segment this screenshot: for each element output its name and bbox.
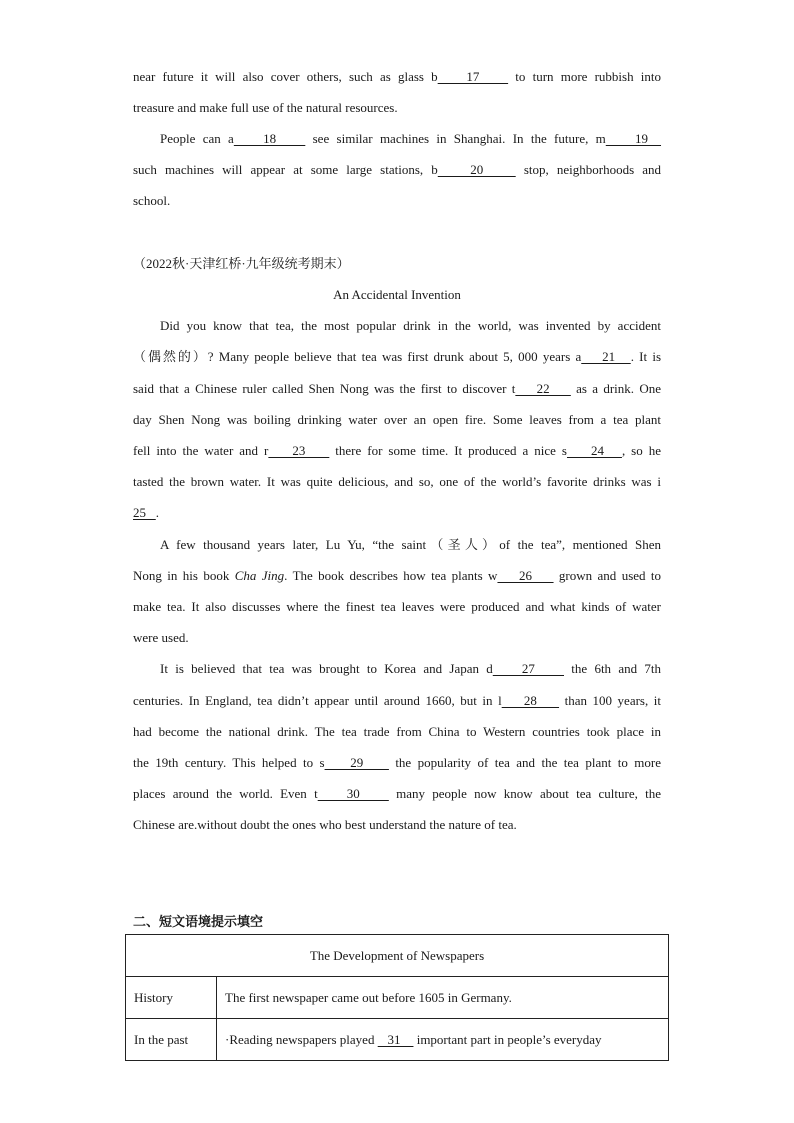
passage-line: （偶然的）? Many people believe that tea was first drunk about 5, 000 years a 21 . It is xyxy=(133,349,661,364)
blank-23[interactable]: 23 xyxy=(268,443,330,458)
blank-20[interactable]: 20 xyxy=(437,162,516,177)
passage-line: Chinese are.without doubt the ones who best understand the nature of tea. xyxy=(133,817,517,832)
passage-line: tasted the brown water. It was quite delicious, and so, one of the world’s favorite drinks was i xyxy=(133,474,661,489)
blank-22[interactable]: 22 xyxy=(515,381,571,396)
row-label: History xyxy=(126,977,217,1019)
row-content: The first newspaper came out before 1605 in Germany. xyxy=(217,977,669,1019)
passage-line: It is believed that tea was brought to Korea and Japan d 27 the 6th and 7th xyxy=(160,661,661,676)
passage-line: near future it will also cover others, such as glass b 17 to turn more rubbish into xyxy=(133,69,661,84)
passage-line: such machines will appear at some large stations, b 20 stop, neighborhoods and xyxy=(133,162,662,177)
table-row xyxy=(126,1019,669,1061)
row-label: In the past xyxy=(126,1019,217,1061)
section-heading: 二、短文语境提示填空 xyxy=(133,915,264,930)
passage-line: A few thousand years later, Lu Yu, “the saint（圣人）of the tea”, mentioned Shen xyxy=(160,537,661,552)
blank-26[interactable]: 26 xyxy=(497,568,554,583)
passage-title: An Accidental Invention xyxy=(333,287,461,302)
blank-25[interactable]: 25 xyxy=(133,505,156,520)
blank-29[interactable]: 29 xyxy=(324,755,389,770)
blank-31[interactable]: 31 xyxy=(377,1031,414,1047)
passage-line: had become the national drink. The tea trade from China to Western countries took place in xyxy=(133,724,661,739)
blank-27[interactable]: 27 xyxy=(492,661,564,676)
passage-line: make tea. It also discusses where the finest tea leaves were produced and what kinds of water xyxy=(133,599,661,614)
passage-line: places around the world. Even t 30 many people now know about tea culture, the xyxy=(133,786,661,801)
passage-line: 25 . xyxy=(133,505,159,520)
blank-18[interactable]: 18 xyxy=(233,131,306,146)
passage-line: school. xyxy=(133,193,171,208)
exam-source: （2022秋·天津红桥·九年级统考期末） xyxy=(133,256,350,271)
passage-line: the 19th century. This helped to s 29 the popularity of tea and the tea plant to more xyxy=(133,755,661,770)
table-row xyxy=(126,977,669,1019)
info-table xyxy=(125,934,669,1061)
passage-line: fell into the water and r 23 there for some time. It produced a nice s 24 , so he xyxy=(133,443,662,458)
passage-line: centuries. In England, tea didn’t appear until around 1660, but in l 28 than 100 years, it xyxy=(133,693,662,708)
blank-17[interactable]: 17 xyxy=(437,69,509,84)
passage-line: treasure and make full use of the natural resources. xyxy=(133,100,398,115)
passage-line: said that a Chinese ruler called Shen Nong was the first to discover t 22 as a drink. One xyxy=(133,381,662,396)
passage-line: were used. xyxy=(133,630,189,645)
blank-28[interactable]: 28 xyxy=(501,693,560,708)
passage-line: People can a 18 see similar machines in Shanghai. In the future, m 19 xyxy=(160,131,662,146)
blank-24[interactable]: 24 xyxy=(566,443,622,458)
book-title: Cha Jing xyxy=(234,568,285,583)
blank-19[interactable]: 19 xyxy=(605,131,662,146)
table-caption: The Development of Newspapers xyxy=(126,935,669,977)
row-content: ·Reading newspapers played 31 important part in people’s everyday xyxy=(217,1019,669,1061)
passage-line: Nong in his book Cha Jing. The book describes how tea plants w 26 grown and used to xyxy=(133,568,662,583)
blank-21[interactable]: 21 xyxy=(581,349,631,364)
passage-line: day Shen Nong was boiling drinking water over an open fire. Some leaves from a tea plant xyxy=(133,412,661,427)
table-caption-row xyxy=(126,935,669,977)
blank-30[interactable]: 30 xyxy=(317,786,389,801)
passage-line: Did you know that tea, the most popular drink in the world, was invented by accident xyxy=(160,318,661,333)
